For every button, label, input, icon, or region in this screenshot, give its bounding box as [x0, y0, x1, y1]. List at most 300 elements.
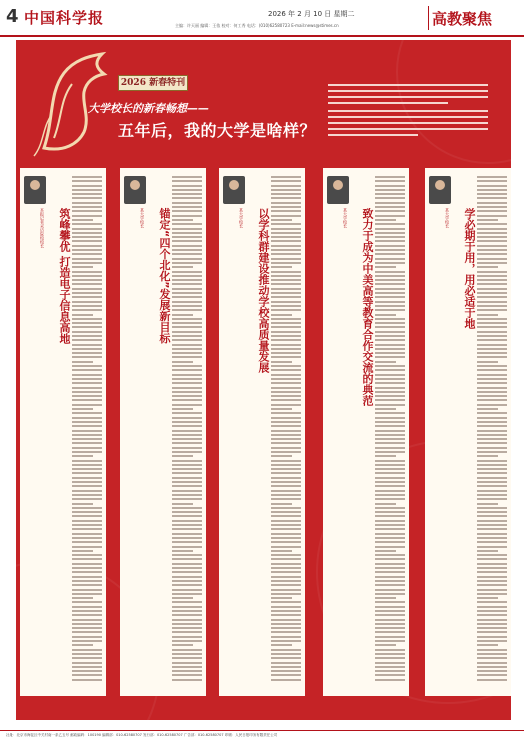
text-line: [72, 666, 102, 668]
text-line: [72, 580, 102, 582]
text-line: [375, 219, 396, 221]
text-line: [271, 477, 301, 479]
text-line: [375, 515, 405, 517]
text-line: [375, 305, 405, 307]
text-line: [271, 417, 301, 419]
text-line: [375, 679, 405, 681]
text-line: [271, 460, 301, 462]
text-line: [172, 468, 202, 470]
text-line: [172, 430, 202, 432]
text-line: [271, 412, 301, 414]
text-line: [477, 202, 507, 204]
text-line: [271, 485, 301, 487]
text-line: [72, 520, 102, 522]
text-line: [172, 279, 202, 281]
text-line: [477, 451, 507, 453]
text-line: [271, 606, 301, 608]
text-line: [477, 331, 507, 333]
text-line: [72, 335, 102, 337]
text-line: [172, 417, 202, 419]
text-line: [477, 507, 507, 509]
text-line: [271, 520, 301, 522]
column-title: 学必期于用，用必适于地: [463, 208, 476, 329]
text-line: [271, 670, 301, 672]
text-line: [477, 623, 507, 625]
text-line: [271, 593, 301, 595]
text-line: [375, 477, 405, 479]
text-line: [375, 623, 405, 625]
text-line: [477, 460, 507, 462]
text-line: [172, 275, 202, 277]
text-line: [172, 352, 202, 354]
text-line: [375, 614, 405, 616]
text-line: [172, 558, 202, 560]
column-title: 致力于成为中美高等教育合作交流的典范: [361, 208, 374, 406]
text-line: [172, 472, 202, 474]
text-line: [477, 631, 507, 633]
text-line: [477, 391, 507, 393]
text-line: [271, 197, 301, 199]
text-line: [375, 197, 405, 199]
text-line: [72, 395, 102, 397]
text-line: [375, 283, 405, 285]
text-line: [375, 468, 405, 470]
text-line: [271, 210, 301, 212]
text-line: [477, 361, 498, 363]
text-line: [375, 571, 405, 573]
text-line: [271, 176, 301, 178]
text-line: [477, 468, 507, 470]
text-line: [271, 271, 301, 273]
text-line: [72, 477, 102, 479]
text-line: [477, 309, 507, 311]
text-line: [375, 464, 405, 466]
text-line: [72, 550, 93, 552]
text-line: [271, 425, 301, 427]
text-line: [72, 464, 102, 466]
text-line: [72, 451, 102, 453]
text-line: [72, 344, 102, 346]
text-line: [172, 464, 202, 466]
text-line: [172, 580, 202, 582]
text-line: [477, 576, 507, 578]
text-line: [172, 511, 202, 513]
text-line: [375, 262, 405, 264]
text-line: [72, 245, 102, 247]
text-line: [72, 309, 102, 311]
text-line: [172, 395, 202, 397]
text-line: [72, 391, 102, 393]
text-line: [271, 301, 301, 303]
column-body-text: [72, 176, 102, 688]
text-line: [271, 674, 301, 676]
text-line: [172, 438, 202, 440]
text-line: [271, 584, 301, 586]
text-line: [375, 228, 405, 230]
text-line: [271, 631, 301, 633]
text-line: [477, 610, 507, 612]
text-line: [375, 279, 405, 281]
text-line: [72, 563, 102, 565]
text-line: [72, 365, 102, 367]
text-line: [72, 361, 93, 363]
text-line: [477, 197, 507, 199]
author-photo: [24, 176, 46, 204]
text-line: [375, 563, 405, 565]
text-line: [375, 421, 405, 423]
author-name: 本报记者采访院校校长: [40, 208, 45, 248]
text-line: [172, 219, 193, 221]
text-line: [477, 528, 507, 530]
text-line: [477, 644, 498, 646]
header-rule: [0, 35, 524, 37]
text-line: [375, 271, 405, 273]
text-line: [72, 404, 102, 406]
text-line: [375, 511, 405, 513]
text-line: [172, 644, 193, 646]
text-line: [172, 481, 202, 483]
text-line: [72, 430, 102, 432]
text-line: [375, 558, 405, 560]
text-line: [72, 447, 102, 449]
text-line: [172, 515, 202, 517]
text-line: [271, 382, 301, 384]
text-line: [72, 662, 102, 664]
text-line: [375, 185, 405, 187]
text-line: [72, 378, 102, 380]
text-line: [271, 408, 292, 410]
text-line: [477, 425, 507, 427]
text-line: [271, 507, 301, 509]
text-line: [477, 571, 507, 573]
text-line: [477, 301, 507, 303]
text-line: [375, 636, 405, 638]
text-line: [172, 679, 202, 681]
text-line: [72, 584, 102, 586]
text-line: [477, 503, 498, 505]
text-line: [172, 314, 193, 316]
text-line: [72, 515, 102, 517]
text-line: [477, 206, 507, 208]
text-line: [172, 434, 202, 436]
text-line: [172, 541, 202, 543]
text-line: [375, 644, 396, 646]
page-number: 4: [6, 6, 19, 27]
text-line: [477, 550, 498, 552]
text-line: [477, 193, 507, 195]
text-line: [477, 421, 507, 423]
text-line: [375, 331, 405, 333]
text-line: [72, 640, 102, 642]
text-line: [72, 614, 102, 616]
text-line: [375, 430, 405, 432]
text-line: [271, 468, 301, 470]
text-line: [72, 417, 102, 419]
text-line: [271, 305, 301, 307]
text-line: [375, 520, 405, 522]
text-line: [477, 533, 507, 535]
text-line: [375, 361, 396, 363]
text-line: [477, 189, 507, 191]
text-line: [477, 442, 507, 444]
text-line: [477, 640, 507, 642]
date-line: 2026 年 2 月 10 日 星期二: [268, 10, 355, 18]
column-title: 锚定“四个北化”发展新目标: [158, 208, 171, 344]
text-line: [72, 240, 102, 242]
text-line: [172, 614, 202, 616]
text-line: [375, 662, 405, 664]
text-line: [477, 253, 507, 255]
text-line: [72, 657, 102, 659]
text-line: [477, 674, 507, 676]
text-line: [172, 335, 202, 337]
text-line: [375, 391, 405, 393]
text-line: [172, 232, 202, 234]
text-line: [72, 197, 102, 199]
text-line: [72, 275, 102, 277]
text-line: [271, 464, 301, 466]
text-line: [271, 447, 301, 449]
author-photo: [124, 176, 146, 204]
text-line: [375, 210, 405, 212]
text-line: [271, 644, 292, 646]
author-name: 某大学校长: [445, 208, 450, 228]
text-line: [375, 240, 405, 242]
text-line: [271, 421, 301, 423]
text-line: [72, 271, 102, 273]
text-line: [477, 537, 507, 539]
text-line: [72, 442, 102, 444]
text-line: [477, 404, 507, 406]
text-line: [72, 180, 102, 182]
text-line: [375, 550, 396, 552]
text-line: [172, 210, 202, 212]
text-line: [72, 601, 102, 603]
text-line: [72, 623, 102, 625]
text-line: [375, 382, 405, 384]
text-line: [375, 326, 405, 328]
text-line: [72, 322, 102, 324]
text-line: [477, 348, 507, 350]
text-line: [477, 567, 507, 569]
text-line: [477, 558, 507, 560]
text-line: [271, 193, 301, 195]
text-line: [72, 460, 102, 462]
text-line: [271, 472, 301, 474]
text-line: [477, 296, 507, 298]
text-line: [477, 524, 507, 526]
text-line: [172, 296, 202, 298]
text-line: [72, 356, 102, 358]
text-line: [172, 460, 202, 462]
text-line: [375, 674, 405, 676]
text-line: [72, 301, 102, 303]
text-line: [72, 468, 102, 470]
text-line: [72, 576, 102, 578]
text-line: [172, 309, 202, 311]
author-photo: [327, 176, 349, 204]
text-line: [72, 511, 102, 513]
text-line: [477, 326, 507, 328]
text-line: [172, 477, 202, 479]
text-line: [477, 597, 498, 599]
text-line: [375, 541, 405, 543]
text-line: [271, 511, 301, 513]
text-line: [271, 524, 301, 526]
text-line: [172, 554, 202, 556]
text-line: [271, 601, 301, 603]
text-line: [172, 288, 202, 290]
text-line: [477, 498, 507, 500]
text-line: [375, 640, 405, 642]
text-line: [72, 524, 102, 526]
text-line: [271, 627, 301, 629]
text-line: [375, 627, 405, 629]
text-line: [477, 606, 507, 608]
text-line: [72, 507, 102, 509]
text-line: [271, 352, 301, 354]
footer-rule: [0, 730, 524, 731]
text-line: [477, 601, 507, 603]
text-line: [72, 253, 102, 255]
text-line: [375, 339, 405, 341]
text-line: [172, 240, 202, 242]
text-line: [477, 335, 507, 337]
text-line: [172, 206, 202, 208]
text-line: [271, 657, 301, 659]
text-line: [375, 610, 405, 612]
text-line: [172, 197, 202, 199]
text-line: [375, 399, 405, 401]
text-line: [477, 374, 507, 376]
text-line: [477, 455, 498, 457]
text-line: [271, 537, 301, 539]
text-line: [271, 326, 301, 328]
text-line: [375, 296, 405, 298]
text-line: [72, 387, 102, 389]
text-line: [72, 399, 102, 401]
text-line: [375, 537, 405, 539]
author-photo: [223, 176, 245, 204]
text-line: [375, 309, 405, 311]
text-line: [375, 657, 405, 659]
text-line: [72, 455, 93, 457]
text-line: [477, 236, 507, 238]
text-line: [477, 494, 507, 496]
text-line: [271, 322, 301, 324]
text-line: [271, 391, 301, 393]
text-line: [477, 322, 507, 324]
text-line: [477, 477, 507, 479]
text-line: [477, 215, 507, 217]
text-line: [271, 344, 301, 346]
text-line: [172, 253, 202, 255]
text-line: [477, 412, 507, 414]
text-line: [72, 223, 102, 225]
text-line: [72, 348, 102, 350]
text-line: [271, 649, 301, 651]
text-line: [72, 589, 102, 591]
text-line: [172, 369, 202, 371]
text-line: [271, 558, 301, 560]
text-line: [375, 481, 405, 483]
text-line: [172, 180, 202, 182]
text-line: [271, 378, 301, 380]
text-line: [477, 369, 507, 371]
text-line: [477, 434, 507, 436]
text-line: [72, 481, 102, 483]
text-line: [172, 292, 202, 294]
text-line: [375, 369, 405, 371]
text-line: [477, 258, 507, 260]
text-line: [375, 567, 405, 569]
text-line: [72, 249, 102, 251]
text-line: [375, 593, 405, 595]
text-line: [172, 524, 202, 526]
text-line: [72, 498, 102, 500]
text-line: [72, 266, 93, 268]
text-line: [72, 670, 102, 672]
text-line: [375, 447, 405, 449]
feature-headline: 五年后，我的大学是啥样？: [118, 121, 317, 140]
text-line: [477, 649, 507, 651]
text-line: [72, 305, 102, 307]
text-line: [375, 193, 405, 195]
text-line: [172, 533, 202, 535]
text-line: [172, 674, 202, 676]
text-line: [172, 266, 193, 268]
text-line: [172, 537, 202, 539]
text-line: [172, 331, 202, 333]
text-line: [477, 546, 507, 548]
text-line: [477, 279, 507, 281]
text-line: [375, 554, 405, 556]
text-line: [271, 597, 292, 599]
text-line: [172, 589, 202, 591]
text-line: [477, 314, 498, 316]
text-line: [72, 292, 102, 294]
text-line: [172, 666, 202, 668]
text-line: [477, 520, 507, 522]
text-line: [271, 619, 301, 621]
text-line: [375, 374, 405, 376]
text-line: [172, 610, 202, 612]
text-line: [271, 202, 301, 204]
text-line: [375, 485, 405, 487]
text-line: [72, 288, 102, 290]
feature-badge: 2026 新春特刊: [118, 75, 188, 91]
text-line: [271, 442, 301, 444]
text-line: [271, 374, 301, 376]
text-line: [172, 404, 202, 406]
text-line: [375, 438, 405, 440]
text-line: [72, 472, 102, 474]
text-line: [271, 296, 301, 298]
text-line: [271, 279, 301, 281]
text-line: [72, 546, 102, 548]
text-line: [375, 649, 405, 651]
text-line: [72, 283, 102, 285]
text-line: [72, 558, 102, 560]
text-line: [375, 275, 405, 277]
text-line: [375, 498, 405, 500]
text-line: [477, 541, 507, 543]
text-line: [477, 223, 507, 225]
text-line: [72, 541, 102, 543]
column-title: 以学科群建设推动学校高质量发展: [257, 208, 270, 373]
text-line: [271, 318, 301, 320]
text-line: [271, 189, 301, 191]
